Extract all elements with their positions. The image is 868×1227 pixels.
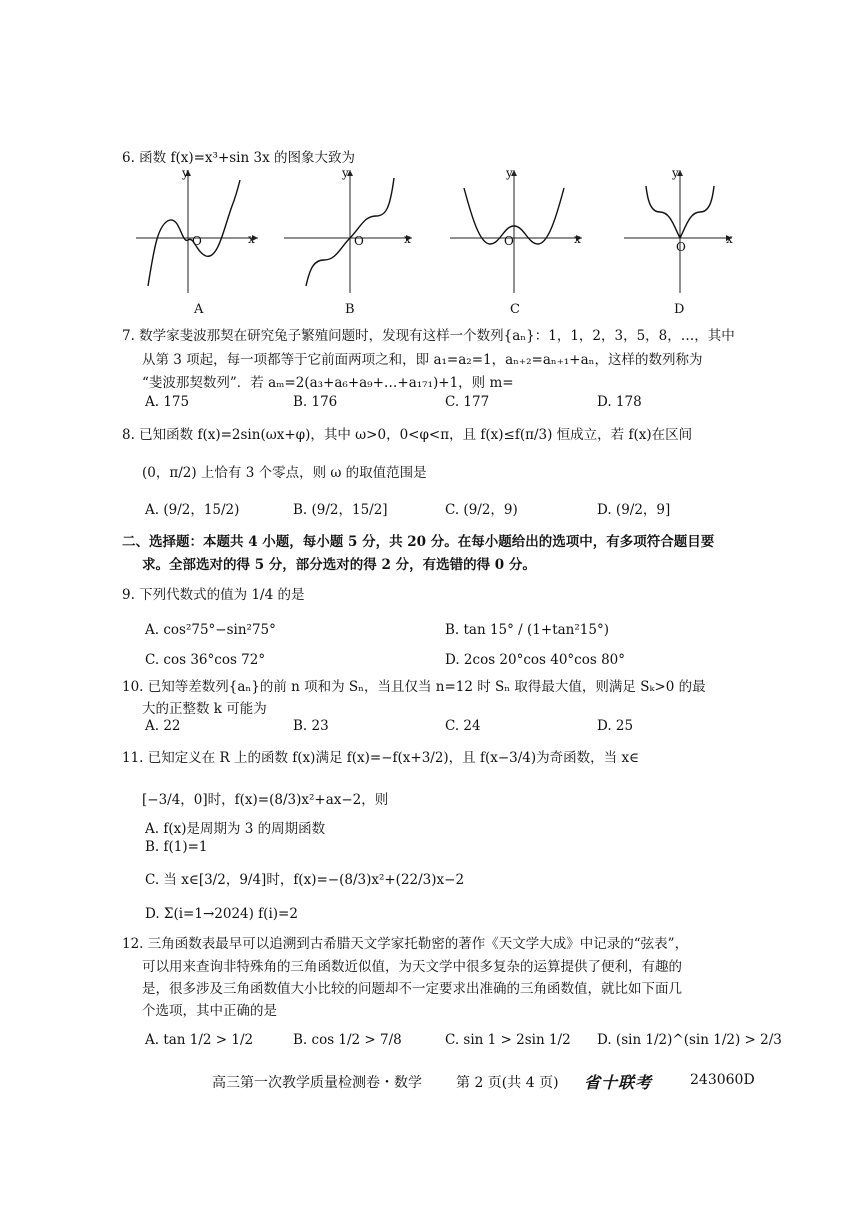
- q9-option-a: A. cos²75°−sin²75°: [145, 622, 276, 638]
- graph-b: [284, 166, 419, 317]
- q9-option-b: B. tan 15° / (1+tan²15°): [445, 622, 609, 638]
- q12-option-d: D. (sin 1/2)^(sin 1/2) > 2/3: [597, 1032, 782, 1048]
- q7-line1: 7. 数学家斐波那契在研究兔子繁殖问题时，发现有这样一个数列{aₙ}：1，1，2，3，5，8，…，其中: [122, 328, 735, 344]
- graph-d-label: D: [674, 302, 685, 317]
- origin-label: O: [504, 234, 514, 248]
- axis-y-label: y: [506, 166, 513, 180]
- q7-option-c: C. 177: [445, 394, 490, 410]
- q12-line2: 可以用来查询非特殊角的三角函数近似值，为天文学中很多复杂的运算提供了便利，有趣的: [142, 959, 682, 975]
- q8-option-b: B. (9/2，15/2]: [293, 502, 388, 518]
- q11-option-a: A. f(x)是周期为 3 的周期函数: [145, 821, 326, 837]
- q8-option-d: D. (9/2，9]: [597, 502, 671, 518]
- q11-option-d: D. Σ(i=1→2024) f(i)=2: [145, 906, 298, 922]
- q7-option-d: D. 178: [597, 394, 642, 410]
- q11-line2: [−3/4，0]时，f(x)=(8/3)x²+ax−2，则: [142, 792, 389, 808]
- q11-option-c: C. 当 x∈[3/2，9/4]时，f(x)=−(8/3)x²+(22/3)x−2: [145, 872, 465, 888]
- section2-line1: 二、选择题：本题共 4 小题，每小题 5 分，共 20 分。在每小题给出的选项中，有多项符合题目要: [122, 534, 715, 550]
- section2-line2: 求。全部选对的得 5 分，部分选对的得 2 分，有选错的得 0 分。: [142, 557, 536, 573]
- axis-x-label: x: [726, 232, 733, 246]
- q10-option-c: C. 24: [445, 718, 481, 734]
- q9-option-c: C. cos 36°cos 72°: [145, 652, 266, 668]
- axis-y-label: y: [342, 166, 349, 180]
- q7-line3: “斐波那契数列”．若 aₘ=2(a₃+a₆+a₉+…+a₁₇₁)+1，则 m=: [142, 375, 514, 391]
- q7-option-b: B. 176: [293, 394, 338, 410]
- axis-x-label: x: [574, 232, 581, 246]
- q6-stem: 6. 函数 f(x)=x³+sin 3x 的图象大致为: [122, 150, 355, 166]
- q12-line4: 个选项，其中正确的是: [142, 1003, 277, 1019]
- q8-option-a: A. (9/2，15/2): [145, 502, 240, 518]
- footer-page: 第 2 页(共 4 页): [456, 1075, 559, 1091]
- graph-a-label: A: [194, 302, 204, 317]
- graph-b-label: B: [345, 302, 355, 317]
- footer-code: 243060D: [690, 1072, 755, 1088]
- q8-option-c: C. (9/2，9): [445, 502, 518, 518]
- axis-y-label: y: [182, 166, 189, 180]
- q12-option-b: B. cos 1/2 > 7/8: [293, 1032, 402, 1048]
- q10-option-b: B. 23: [293, 718, 329, 734]
- axis-y-label: y: [672, 166, 679, 180]
- origin-label: O: [354, 234, 364, 248]
- q8-line2: (0，π/2) 上恰有 3 个零点，则 ω 的取值范围是: [142, 465, 427, 481]
- graph-c-label: C: [510, 302, 520, 317]
- q9-stem: 9. 下列代数式的值为 1/4 的是: [122, 587, 305, 603]
- q10-option-d: D. 25: [597, 718, 634, 734]
- footer-brand: 省十联考: [584, 1073, 653, 1092]
- graph-c: [450, 166, 590, 317]
- q12-option-c: C. sin 1 > 2sin 1/2: [445, 1032, 571, 1048]
- footer-title: 高三第一次教学质量检测卷・数学: [212, 1075, 422, 1091]
- q10-line1: 10. 已知等差数列{aₙ}的前 n 项和为 Sₙ，当且仅当 n=12 时 Sₙ 取得最大值，则满足 Sₖ>0 的最: [122, 679, 706, 695]
- axis-x-label: x: [404, 232, 411, 246]
- q10-option-a: A. 22: [145, 718, 181, 734]
- q11-option-b: B. f(1)=1: [145, 839, 208, 855]
- q9-option-d: D. 2cos 20°cos 40°cos 80°: [445, 652, 626, 668]
- q12-line3: 是，很多涉及三角函数值大小比较的问题却不一定要求出准确的三角函数值，就比如下面几: [142, 981, 682, 997]
- q7-option-a: A. 175: [145, 394, 190, 410]
- origin-label: O: [676, 240, 686, 254]
- q8-line1: 8. 已知函数 f(x)=2sin(ωx+φ)，其中 ω>0，0<φ<π，且 f(x)≤f(π/3) 恒成立，若 f(x)在区间: [122, 427, 693, 443]
- q12-option-a: A. tan 1/2 > 1/2: [145, 1032, 254, 1048]
- q12-line1: 12. 三角函数表最早可以追溯到古希腊天文学家托勒密的著作《天文学大成》中记录的“弦表”，: [122, 936, 689, 952]
- graph-d: [624, 166, 739, 317]
- q7-line2: 从第 3 项起，每一项都等于它前面两项之和，即 a₁=a₂=1，aₙ₊₂=aₙ₊₁+aₙ，这样的数列称为: [142, 352, 703, 368]
- q11-line1: 11. 已知定义在 R 上的函数 f(x)满足 f(x)=−f(x+3/2)，且 f(x−3/4)为奇函数，当 x∈: [122, 750, 640, 766]
- axis-x-label: x: [248, 232, 255, 246]
- q10-line2: 大的正整数 k 可能为: [142, 701, 267, 717]
- origin-label: O: [192, 234, 202, 248]
- graph-a: [136, 166, 266, 317]
